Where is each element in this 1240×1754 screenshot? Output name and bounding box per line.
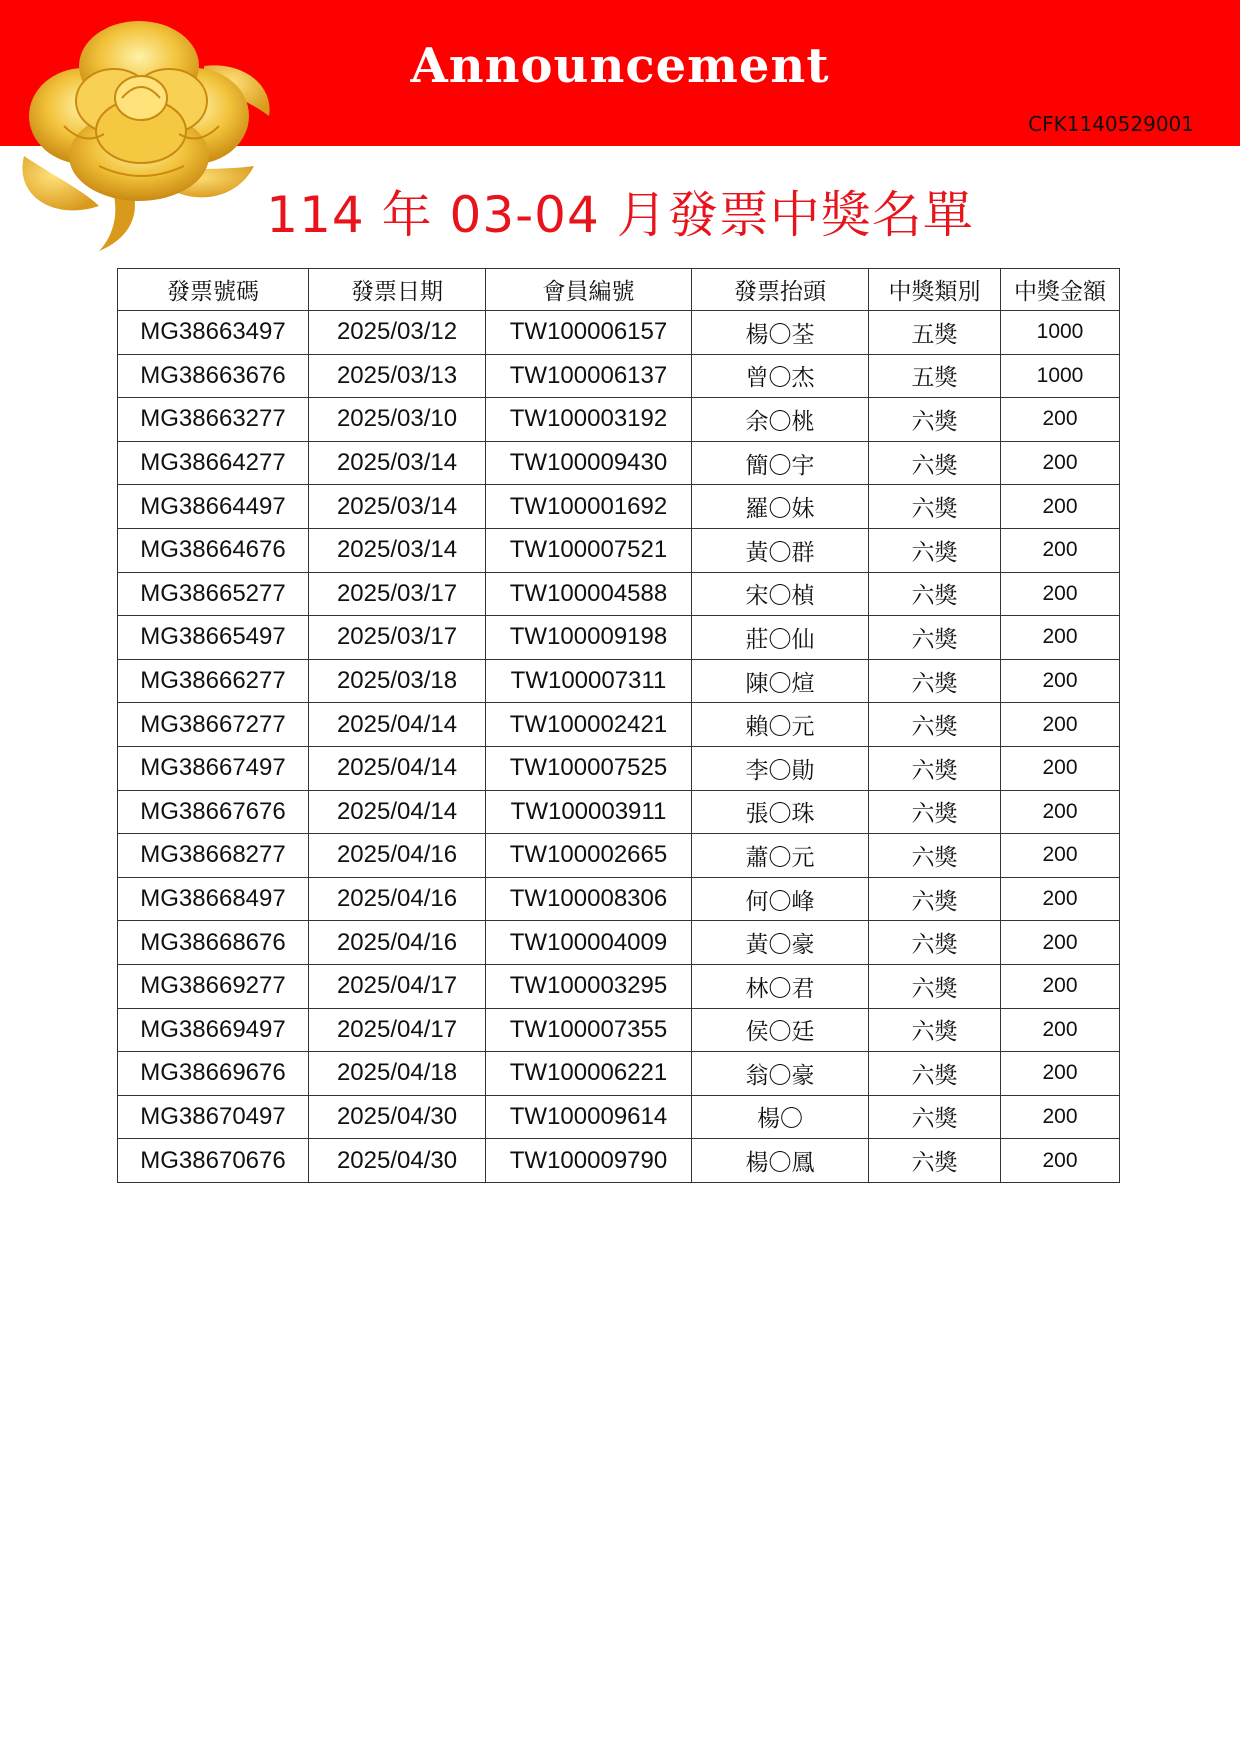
- cell-prize-category: 六獎: [869, 1095, 1001, 1139]
- cell-member-id: TW100006221: [486, 1052, 692, 1096]
- cell-invoice-number: MG38665277: [118, 572, 309, 616]
- cell-prize-category: 六獎: [869, 746, 1001, 790]
- cell-prize-amount: 200: [1001, 921, 1120, 965]
- table-row: [118, 746, 1120, 790]
- cell-prize-category: 六獎: [869, 790, 1001, 834]
- banner-title: Announcement: [410, 38, 830, 94]
- table-row: [118, 921, 1120, 965]
- cell-invoice-date: 2025/03/17: [309, 572, 486, 616]
- table-row: [118, 616, 1120, 660]
- cell-prize-amount: 200: [1001, 1139, 1120, 1183]
- cell-invoice-date: 2025/03/14: [309, 441, 486, 485]
- cell-invoice-title: 楊〇荃: [692, 311, 869, 355]
- table-row: [118, 572, 1120, 616]
- column-header-prize-category: 中獎類別: [869, 269, 1001, 311]
- cell-invoice-date: 2025/03/10: [309, 398, 486, 442]
- cell-member-id: TW100002665: [486, 834, 692, 878]
- cell-prize-category: 六獎: [869, 834, 1001, 878]
- cell-invoice-title: 簡〇宇: [692, 441, 869, 485]
- cell-prize-amount: 200: [1001, 441, 1120, 485]
- cell-prize-amount: 200: [1001, 1095, 1120, 1139]
- cell-prize-category: 五獎: [869, 311, 1001, 355]
- cell-prize-amount: 200: [1001, 834, 1120, 878]
- table-row: [118, 964, 1120, 1008]
- cell-invoice-title: 宋〇楨: [692, 572, 869, 616]
- cell-invoice-number: MG38669497: [118, 1008, 309, 1052]
- cell-invoice-title: 余〇桃: [692, 398, 869, 442]
- cell-member-id: TW100009790: [486, 1139, 692, 1183]
- cell-invoice-number: MG38668497: [118, 877, 309, 921]
- cell-prize-amount: 200: [1001, 790, 1120, 834]
- cell-invoice-date: 2025/04/18: [309, 1052, 486, 1096]
- table-row: [118, 354, 1120, 398]
- cell-prize-category: 六獎: [869, 398, 1001, 442]
- cell-prize-category: 六獎: [869, 703, 1001, 747]
- cell-invoice-title: 何〇峰: [692, 877, 869, 921]
- cell-member-id: TW100006157: [486, 311, 692, 355]
- cell-prize-category: 六獎: [869, 616, 1001, 660]
- table-row: [118, 1008, 1120, 1052]
- cell-prize-amount: 200: [1001, 616, 1120, 660]
- cell-prize-amount: 200: [1001, 485, 1120, 529]
- cell-invoice-number: MG38664497: [118, 485, 309, 529]
- cell-invoice-number: MG38663277: [118, 398, 309, 442]
- cell-invoice-title: 黃〇豪: [692, 921, 869, 965]
- cell-invoice-title: 翁〇豪: [692, 1052, 869, 1096]
- cell-prize-category: 六獎: [869, 485, 1001, 529]
- cell-invoice-number: MG38669676: [118, 1052, 309, 1096]
- cell-prize-amount: 200: [1001, 877, 1120, 921]
- table-row: [118, 441, 1120, 485]
- cell-invoice-title: 楊〇: [692, 1095, 869, 1139]
- table-header-row: [118, 269, 1120, 311]
- cell-invoice-date: 2025/04/17: [309, 1008, 486, 1052]
- cell-prize-category: 五獎: [869, 354, 1001, 398]
- cell-prize-category: 六獎: [869, 659, 1001, 703]
- cell-invoice-number: MG38669277: [118, 964, 309, 1008]
- cell-invoice-title: 張〇珠: [692, 790, 869, 834]
- cell-member-id: TW100002421: [486, 703, 692, 747]
- cell-member-id: TW100006137: [486, 354, 692, 398]
- cell-member-id: TW100001692: [486, 485, 692, 529]
- cell-prize-category: 六獎: [869, 877, 1001, 921]
- cell-prize-amount: 200: [1001, 572, 1120, 616]
- cell-invoice-number: MG38663497: [118, 311, 309, 355]
- table-row: [118, 659, 1120, 703]
- cell-prize-amount: 200: [1001, 1008, 1120, 1052]
- cell-invoice-number: MG38667277: [118, 703, 309, 747]
- column-header-prize-amount: 中獎金額: [1001, 269, 1120, 311]
- cell-prize-category: 六獎: [869, 441, 1001, 485]
- cell-member-id: TW100007355: [486, 1008, 692, 1052]
- cell-prize-amount: 200: [1001, 659, 1120, 703]
- cell-prize-category: 六獎: [869, 1052, 1001, 1096]
- column-header-invoice-number: 發票號碼: [118, 269, 309, 311]
- cell-prize-amount: 200: [1001, 398, 1120, 442]
- cell-invoice-date: 2025/04/16: [309, 877, 486, 921]
- cell-member-id: TW100004009: [486, 921, 692, 965]
- column-header-invoice-title: 發票抬頭: [692, 269, 869, 311]
- table-row: [118, 311, 1120, 355]
- table-row: [118, 528, 1120, 572]
- cell-member-id: TW100009614: [486, 1095, 692, 1139]
- cell-member-id: TW100009198: [486, 616, 692, 660]
- cell-prize-amount: 200: [1001, 703, 1120, 747]
- table-row: [118, 1095, 1120, 1139]
- table-row: [118, 485, 1120, 529]
- document-code: CFK1140529001: [1028, 112, 1194, 136]
- cell-member-id: TW100007521: [486, 528, 692, 572]
- cell-invoice-date: 2025/03/17: [309, 616, 486, 660]
- table-row: [118, 1139, 1120, 1183]
- table-row: [118, 1052, 1120, 1096]
- cell-invoice-date: 2025/04/30: [309, 1095, 486, 1139]
- table-row: [118, 834, 1120, 878]
- cell-prize-category: 六獎: [869, 1139, 1001, 1183]
- cell-prize-amount: 1000: [1001, 311, 1120, 355]
- cell-invoice-title: 陳〇煊: [692, 659, 869, 703]
- table-row: [118, 703, 1120, 747]
- cell-invoice-title: 侯〇廷: [692, 1008, 869, 1052]
- cell-prize-category: 六獎: [869, 572, 1001, 616]
- cell-member-id: TW100009430: [486, 441, 692, 485]
- cell-prize-amount: 200: [1001, 746, 1120, 790]
- cell-invoice-title: 莊〇仙: [692, 616, 869, 660]
- cell-invoice-date: 2025/03/14: [309, 528, 486, 572]
- column-header-invoice-date: 發票日期: [309, 269, 486, 311]
- cell-invoice-date: 2025/04/16: [309, 834, 486, 878]
- cell-invoice-number: MG38664676: [118, 528, 309, 572]
- table-row: [118, 790, 1120, 834]
- cell-invoice-date: 2025/04/14: [309, 790, 486, 834]
- cell-invoice-date: 2025/04/16: [309, 921, 486, 965]
- cell-member-id: TW100003295: [486, 964, 692, 1008]
- cell-invoice-date: 2025/03/13: [309, 354, 486, 398]
- cell-prize-category: 六獎: [869, 528, 1001, 572]
- cell-prize-category: 六獎: [869, 964, 1001, 1008]
- cell-invoice-number: MG38663676: [118, 354, 309, 398]
- cell-member-id: TW100007525: [486, 746, 692, 790]
- cell-invoice-date: 2025/04/14: [309, 703, 486, 747]
- cell-invoice-title: 楊〇鳳: [692, 1139, 869, 1183]
- cell-member-id: TW100008306: [486, 877, 692, 921]
- page-title: 114 年 03-04 月發票中獎名單: [266, 186, 974, 244]
- cell-member-id: TW100003192: [486, 398, 692, 442]
- cell-prize-amount: 200: [1001, 1052, 1120, 1096]
- cell-invoice-title: 蕭〇元: [692, 834, 869, 878]
- cell-prize-amount: 200: [1001, 528, 1120, 572]
- winners-table: [117, 268, 1120, 1183]
- cell-invoice-date: 2025/03/14: [309, 485, 486, 529]
- cell-invoice-number: MG38670497: [118, 1095, 309, 1139]
- cell-invoice-title: 李〇勛: [692, 746, 869, 790]
- cell-invoice-number: MG38668277: [118, 834, 309, 878]
- cell-invoice-date: 2025/04/30: [309, 1139, 486, 1183]
- cell-invoice-number: MG38667497: [118, 746, 309, 790]
- cell-prize-category: 六獎: [869, 921, 1001, 965]
- cell-invoice-title: 黃〇群: [692, 528, 869, 572]
- cell-member-id: TW100003911: [486, 790, 692, 834]
- cell-invoice-number: MG38667676: [118, 790, 309, 834]
- cell-prize-amount: 200: [1001, 964, 1120, 1008]
- cell-invoice-number: MG38664277: [118, 441, 309, 485]
- column-header-member-id: 會員編號: [486, 269, 692, 311]
- cell-invoice-number: MG38670676: [118, 1139, 309, 1183]
- cell-invoice-title: 賴〇元: [692, 703, 869, 747]
- cell-invoice-number: MG38668676: [118, 921, 309, 965]
- table-row: [118, 398, 1120, 442]
- cell-member-id: TW100007311: [486, 659, 692, 703]
- table-row: [118, 877, 1120, 921]
- cell-invoice-number: MG38666277: [118, 659, 309, 703]
- cell-invoice-date: 2025/03/12: [309, 311, 486, 355]
- cell-member-id: TW100004588: [486, 572, 692, 616]
- cell-invoice-date: 2025/04/17: [309, 964, 486, 1008]
- cell-prize-category: 六獎: [869, 1008, 1001, 1052]
- cell-invoice-date: 2025/04/14: [309, 746, 486, 790]
- cell-invoice-number: MG38665497: [118, 616, 309, 660]
- cell-invoice-title: 林〇君: [692, 964, 869, 1008]
- cell-invoice-title: 羅〇妹: [692, 485, 869, 529]
- cell-prize-amount: 1000: [1001, 354, 1120, 398]
- cell-invoice-date: 2025/03/18: [309, 659, 486, 703]
- cell-invoice-title: 曾〇杰: [692, 354, 869, 398]
